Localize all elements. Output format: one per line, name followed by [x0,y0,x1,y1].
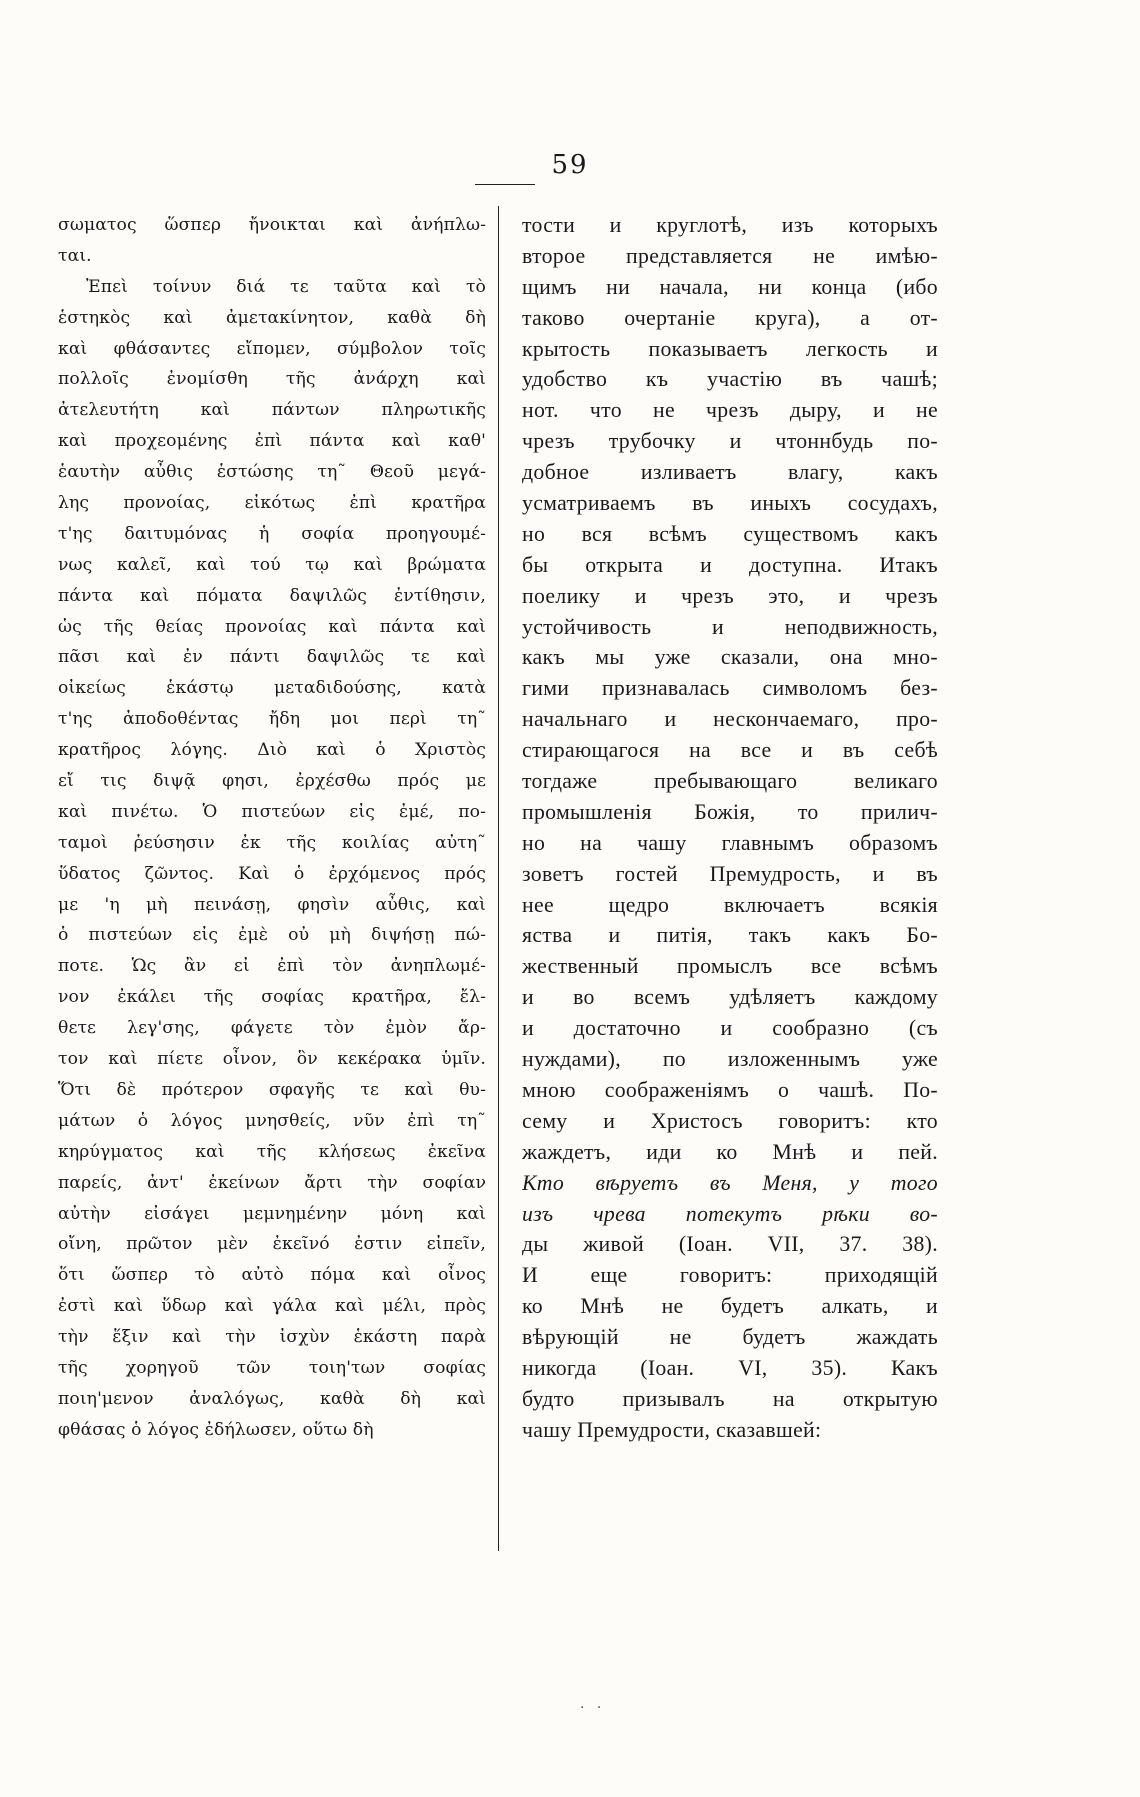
text-line: οἴνη, πρῶτον μὲν ἐκεῖνό ἐστιν εἰπεῖν, [58,1234,486,1255]
text-line: и во всемъ удѣляетъ каждому [522,985,938,1010]
greek-text-column [58,210,486,1446]
text-line: удобство къ участію въ чашѣ; [522,367,938,392]
text-line: И еще говоритъ: приходящій [522,1263,938,1288]
text-line: παρείς, ἀντ' ἐκείνων ἄρτι τὴν σοφίαν [58,1172,486,1193]
text-line: тости и круглотѣ, изъ которыхъ [522,213,938,237]
text-line: будто призывалъ на открытую [522,1386,938,1411]
text-line: ὕδατος ζῶντος. Καὶ ὁ ἐρχόμενος πρός [58,863,486,884]
text-line: нуждами), по изложеннымъ уже [522,1047,938,1072]
text-line: καὶ φθάσαντες εἴπομεν, σύμβολον τοῖς [58,338,486,359]
text-line: бы открыта и доступна. Итакъ [522,552,938,577]
text-line: θετε λεγ'σης, φάγετε τὸν ἐμὸν ἄρ- [58,1018,486,1039]
text-line: чашу Премудрости, сказавшей: [522,1417,822,1442]
text-line: зоветъ гостей Премудрость, и въ [522,861,938,886]
text-line: какъ мы уже сказали, она мно- [522,645,938,670]
page-number-rule [475,184,535,185]
text-line: мною соображеніямъ о чашѣ. По- [522,1077,938,1102]
text-line: κρατῆρος λόγης. Διὸ καὶ ὁ Χριστὸς [58,740,486,761]
text-line: крытость показываетъ легкость и [522,336,938,361]
text-line: εἴ τις διψᾷ φησι, ἐρχέσθω πρός με [58,771,486,792]
text-line: жественный промыслъ все всѣмъ [522,954,938,979]
text-line: сему и Христосъ говоритъ: кто [522,1108,938,1133]
text-line: οἰκείως ἑκάστῳ μεταδιδούσης, κατὰ [58,678,486,699]
text-line: με 'η μὴ πεινάσῃ, φησὶν αὖθις, καὶ [58,894,486,915]
text-line: τὴν ἕξιν καὶ τὴν ἰσχὺν ἑκάστη παρὰ [58,1327,486,1348]
text-line: νως καλεῖ, καὶ τού τῳ καὶ βρώματα [58,554,486,575]
text-line: μάτων ὁ λόγος μνησθείς, νῦν ἐπὶ τη῀ [58,1110,486,1131]
text-line: нее щедро включаетъ всякія [522,892,938,917]
text-line: τ'ης ἀποδοθέντας ἤδη μοι περὶ τη῀ [58,709,486,730]
text-line: καὶ προχεομένης ἐπὶ πάντα καὶ καθ' [58,431,486,452]
text-line: τῆς χορηγοῦ τῶν τοιη'των σοφίας [58,1357,486,1378]
text-line: καὶ πινέτω. Ὁ πιστεύων εἰς ἐμέ, πο- [58,801,486,822]
text-line: чрезъ трубочку и чтоннбудь по- [522,429,938,454]
text-line: но вся всѣмъ существомъ какъ [522,521,938,546]
text-line: вѣрующій не будетъ жаждать [522,1325,938,1350]
text-line: τ'ης δαιτυμόνας ἡ σοφία προηγουμέ- [58,523,486,544]
text-line: добное изливаетъ влагу, какъ [522,460,938,485]
text-line: ἑαυτὴν αὖθις ἑστώσης τη῀ Θεοῦ μεγά- [58,462,486,483]
text-line: ἑστηκὸς καὶ ἀμετακίνητον, καθὰ δὴ [58,307,486,328]
text-line: ὁ πιστεύων εἰς ἐμὲ οὐ μὴ διψήσῃ πώ- [58,925,486,946]
text-line: начальнаго и нескончаемаго, про- [522,707,938,732]
text-line: гими признавалась символомъ без- [522,676,938,701]
text-line: ὅτι ὥσπερ τὸ αὐτὸ πόμα καὶ οἶνος [58,1265,486,1286]
text-line: λης προνοίας, εἰκότως ἐπὶ κρατῆρα [58,493,486,514]
text-line: κηρύγματος καὶ τῆς κλήσεως ἐκεῖνα [58,1141,486,1162]
footer-specks: · · [580,1700,606,1716]
text-line: ἀτελευτήτη καὶ πάντων πληρωτικῆς [58,400,486,421]
text-line: πολλοῖς ἐνομίσθη τῆς ἀνάρχη καὶ [58,369,486,390]
text-line: φθάσας ὁ λόγος ἐδήλωσεν, οὕτω δὴ [58,1419,374,1440]
text-line: νον ἐκάλει τῆς σοφίας κρατῆρα, ἔλ- [58,987,486,1008]
text-line: ды живой (Іоан. VII, 37. 38). [522,1232,938,1257]
text-line: яства и питія, такъ какъ Бо- [522,923,938,948]
text-line: и достаточно и сообразно (съ [522,1016,938,1041]
text-line: жаждетъ, иди ко Мнѣ и пей. [522,1139,938,1164]
text-line: αὐτὴν εἰσάγει μεμνημένην μόνη καὶ [58,1203,486,1224]
text-line: таково очертаніе круга), а от- [522,305,938,330]
text-line: устойчивость и неподвижность, [522,614,938,639]
text-line: никогда (Іоан. VI, 35). Какъ [522,1355,938,1380]
text-line: ко Мнѣ не будетъ алкать, и [522,1294,938,1319]
text-line: σωματος ὥσπερ ἤνοικται καὶ ἀνήπλω- [58,215,486,235]
text-line: второе представляется не имѣю- [522,243,938,268]
text-line: нот. что не чрезъ дыру, и не [522,398,938,423]
text-line: Ἐπεὶ τοίνυν διά τε ταῦτα καὶ τὸ [86,276,486,297]
page-number: 59 [551,150,589,180]
text-line: щимъ ни начала, ни конца (ибо [522,274,938,299]
text-line: ἐστὶ καὶ ὕδωρ καὶ γάλα καὶ μέλι, πρὸς [58,1296,486,1317]
text-line: промышленія Божія, то прилич- [522,799,938,824]
text-line: усматриваемъ въ иныхъ сосудахъ, [522,491,938,516]
text-line: ποιη'μενον ἀναλόγως, καθὰ δὴ καὶ [58,1388,486,1409]
text-line: Кто вѣруетъ въ Меня, у того [522,1170,938,1195]
text-line: πάντα καὶ πόματα δαψιλῶς ἐντίθησιν, [58,585,486,606]
text-line: ὡς τῆς θείας προνοίας καὶ πάντα καὶ [58,616,486,637]
text-line: но на чашу главнымъ образомъ [522,830,938,855]
text-line: изъ чрева потекутъ рѣки во- [522,1201,938,1226]
text-line: τον καὶ πίετε οἶνον, ὃν κεκέρακα ὑμῖν. [58,1049,486,1070]
text-line: ται. [58,245,92,266]
text-line: Ὅτι δὲ πρότερον σφαγῆς τε καὶ θυ- [58,1079,486,1100]
text-line: стирающагося на все и въ себѣ [522,738,938,763]
text-line: ποτε. Ὡς ἂν εἰ ἐπὶ τὸν ἀνηπλωμέ- [58,956,486,977]
russian-text-column [522,210,938,1446]
text-line: ταμοὶ ῥεύσησιν ἐκ τῆς κοιλίας αὐτη῀ [58,832,486,853]
column-divider [498,206,499,1551]
text-line: πᾶσι καὶ ἐν πάντι δαψιλῶς τε καὶ [58,647,486,668]
text-line: поелику и чрезъ это, и чрезъ [522,583,938,608]
text-line: тогдаже пребывающаго великаго [522,769,938,794]
